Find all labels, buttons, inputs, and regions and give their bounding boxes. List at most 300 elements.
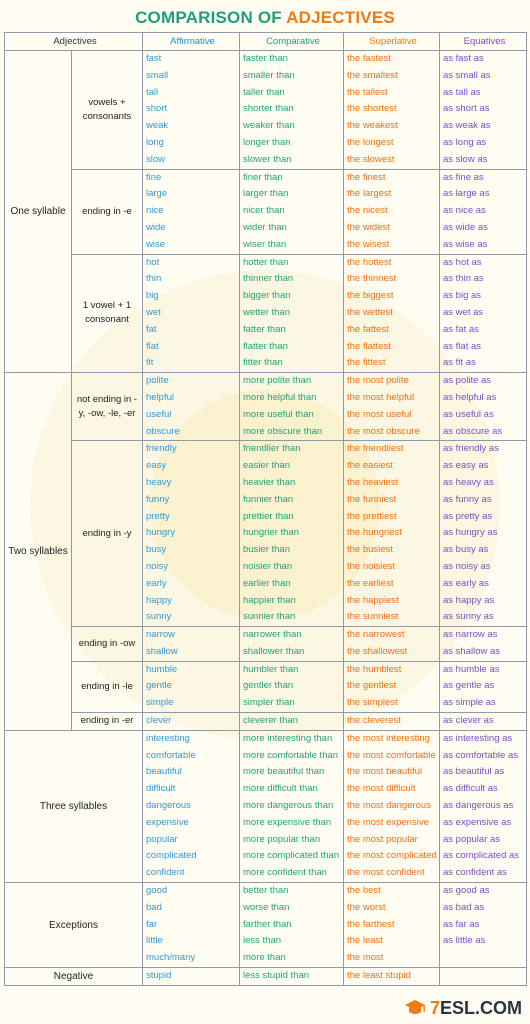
comparative-cell (240, 713, 344, 731)
equatives-word: as slow as (443, 153, 488, 165)
equatives-word: as flat as (443, 340, 482, 352)
table-row (5, 968, 527, 986)
affirmative-word: funny (146, 493, 170, 505)
table-row (5, 169, 527, 254)
affirmative-cell (143, 883, 240, 968)
header-affirmative: Affirmative (143, 33, 240, 51)
affirmative-cell (143, 51, 240, 170)
superlative-word: the least stupid (347, 970, 411, 982)
superlative-word: the cleverest (347, 715, 401, 727)
comparative-word: easier than (243, 460, 291, 472)
superlative-word: the most dangerous (347, 800, 431, 812)
equatives-word: as narrow as (443, 629, 498, 641)
superlative-word: the most useful (347, 408, 412, 420)
comparative-word: noisier than (243, 560, 293, 572)
equatives-word: as popular as (443, 833, 501, 845)
superlative-cell (344, 713, 440, 731)
category-cell: Three syllables (5, 730, 143, 882)
subcategory-cell: 1 vowel + 1 consonant (72, 254, 143, 373)
comparative-word: more comfortable than (243, 749, 339, 761)
superlative-word: the fattest (347, 323, 389, 335)
comparative-cell (240, 373, 344, 441)
header-adjectives: Adjectives (5, 33, 143, 51)
superlative-word: the worst (347, 901, 386, 913)
affirmative-word: wise (146, 238, 166, 250)
equatives-cell (440, 730, 527, 882)
comparative-word: gentler than (243, 680, 294, 692)
superlative-cell (344, 730, 440, 882)
comparative-word: taller than (243, 86, 285, 98)
equatives-cell (440, 883, 527, 968)
equatives-word: as humble as (443, 663, 500, 675)
superlative-word: the gentlest (347, 680, 397, 692)
equatives-cell (440, 51, 527, 170)
title-part-1: COMPARISON OF (135, 8, 287, 27)
comparative-word: more polite than (243, 375, 312, 387)
comparative-word: humbler than (243, 663, 299, 675)
equatives-word: as fat as (443, 323, 479, 335)
superlative-word: the most beautiful (347, 766, 422, 778)
superlative-word: the biggest (347, 290, 394, 302)
equatives-word: as easy as (443, 460, 489, 472)
comparative-word: less than (243, 935, 282, 947)
comparative-word: wider than (243, 221, 287, 233)
superlative-word: the hottest (347, 256, 392, 268)
affirmative-word: fast (146, 53, 162, 64)
table-body (5, 51, 527, 986)
superlative-word: the flattest (347, 340, 391, 352)
equatives-word: as weak as (443, 120, 491, 132)
equatives-word: as clever as (443, 715, 494, 727)
comparative-cell (240, 51, 344, 170)
superlative-word: the noisiest (347, 560, 396, 572)
equatives-cell (440, 968, 527, 986)
superlative-word: the farthest (347, 918, 395, 930)
equatives-word: as simple as (443, 697, 496, 709)
affirmative-word: fine (146, 171, 162, 183)
equatives-cell (440, 169, 527, 254)
comparative-word: finer than (243, 171, 283, 183)
comparative-word: more complicated than (243, 850, 340, 862)
affirmative-word: large (146, 188, 168, 200)
subcategory-cell: ending in -e (72, 169, 143, 254)
subcategory-cell: ending in -er (72, 713, 143, 731)
equatives-word: as bad as (443, 901, 485, 913)
affirmative-word: nice (146, 205, 164, 217)
comparative-word: more interesting than (243, 732, 333, 744)
affirmative-word: narrow (146, 629, 176, 641)
superlative-word: the least (347, 935, 383, 947)
comparative-cell (240, 968, 344, 986)
affirmative-word: beautiful (146, 766, 182, 778)
affirmative-word: wet (146, 306, 161, 318)
affirmative-word: good (146, 885, 168, 897)
table-row (5, 441, 527, 627)
header-comparative: Comparative (240, 33, 344, 51)
equatives-word: as fast as (443, 53, 484, 64)
superlative-word: the easiest (347, 460, 393, 472)
logo-mark: 7 (429, 997, 440, 1018)
comparative-word: hotter than (243, 256, 289, 268)
category-cell: Negative (5, 968, 143, 986)
comparative-word: better than (243, 885, 289, 897)
table-row (5, 373, 527, 441)
affirmative-word: complicated (146, 850, 197, 862)
affirmative-word: much/many (146, 952, 196, 964)
comparative-word: larger than (243, 188, 289, 200)
affirmative-word: dangerous (146, 800, 191, 812)
superlative-word: the prettiest (347, 510, 397, 522)
equatives-word: as busy as (443, 544, 489, 556)
equatives-word: as heavy as (443, 476, 494, 488)
superlative-cell (344, 51, 440, 170)
comparative-word: thinner than (243, 273, 294, 285)
superlative-word: the hungriest (347, 527, 402, 539)
comparative-word: wetter than (243, 306, 290, 318)
superlative-cell (344, 883, 440, 968)
affirmative-word: polite (146, 375, 169, 387)
comparative-word: farther than (243, 918, 292, 930)
comparative-word: slower than (243, 153, 292, 165)
equatives-word: as far as (443, 918, 480, 930)
affirmative-word: hot (146, 256, 160, 268)
subcategory-cell: vowels + consonants (72, 51, 143, 170)
equatives-word: as gentle as (443, 680, 495, 692)
affirmative-word: heavy (146, 476, 172, 488)
comparative-word: busier than (243, 544, 291, 556)
affirmative-word: comfortable (146, 749, 196, 761)
comparative-word: less stupid than (243, 970, 310, 982)
comparative-word: more difficult than (243, 783, 318, 795)
affirmative-word: gentle (146, 680, 172, 692)
comparative-word: earlier than (243, 577, 291, 589)
superlative-word: the most (347, 952, 384, 964)
affirmative-word: fat (146, 323, 157, 335)
equatives-word: as small as (443, 69, 491, 81)
comparative-word: more useful than (243, 408, 314, 420)
affirmative-word: noisy (146, 560, 169, 572)
affirmative-word: friendly (146, 443, 177, 455)
comparative-word: more beautiful than (243, 766, 325, 778)
comparative-word: faster than (243, 53, 288, 64)
comparative-cell (240, 254, 344, 373)
superlative-word: the most obscure (347, 425, 420, 437)
affirmative-word: sunny (146, 611, 172, 623)
equatives-cell (440, 713, 527, 731)
affirmative-word: confident (146, 867, 185, 879)
affirmative-word: easy (146, 460, 167, 472)
affirmative-word: slow (146, 153, 166, 165)
comparative-word: more expensive than (243, 816, 332, 828)
subcategory-cell: not ending in -y, -ow, -le, -er (72, 373, 143, 441)
superlative-word: the most difficult (347, 783, 416, 795)
table-row (5, 730, 527, 882)
affirmative-cell (143, 661, 240, 712)
comparative-word: flatter than (243, 340, 288, 352)
equatives-word: as wide as (443, 221, 488, 233)
superlative-word: the wettest (347, 306, 393, 318)
affirmative-word: flat (146, 340, 159, 352)
superlative-word: the nicest (347, 205, 388, 217)
superlative-word: the wisest (347, 238, 390, 250)
equatives-word: as fit as (443, 357, 476, 369)
superlative-word: the shortest (347, 103, 397, 115)
affirmative-word: weak (146, 120, 169, 132)
affirmative-word: expensive (146, 816, 189, 828)
affirmative-cell (143, 254, 240, 373)
superlative-word: the friendliest (347, 443, 404, 455)
comparative-word: more dangerous than (243, 800, 334, 812)
affirmative-word: thin (146, 273, 162, 285)
equatives-word: as comfortable as (443, 749, 518, 761)
affirmative-word: obscure (146, 425, 180, 437)
comparative-word: more confident than (243, 867, 327, 879)
superlative-word: the happiest (347, 594, 399, 606)
comparative-word: fitter than (243, 357, 283, 369)
comparative-word: smaller than (243, 69, 295, 81)
logo-text: ESL.COM (439, 997, 522, 1018)
equatives-word: as fine as (443, 171, 484, 183)
equatives-word: as hungry as (443, 527, 498, 539)
affirmative-word: hungry (146, 527, 176, 539)
equatives-word: as big as (443, 290, 482, 302)
affirmative-word: interesting (146, 732, 190, 744)
comparative-word: narrower than (243, 629, 302, 641)
affirmative-cell (143, 373, 240, 441)
comparative-word: more obscure than (243, 425, 323, 437)
superlative-word: the earliest (347, 577, 394, 589)
affirmative-word: early (146, 577, 167, 589)
comparative-word: friendlier than (243, 443, 301, 455)
equatives-word: as early as (443, 577, 489, 589)
table-header-row (5, 33, 527, 51)
superlative-word: the most expensive (347, 816, 429, 828)
superlative-word: the tallest (347, 86, 388, 98)
comparative-word: cleverer than (243, 715, 298, 727)
affirmative-word: fit (146, 357, 154, 369)
affirmative-word: shallow (146, 645, 178, 657)
superlative-cell (344, 441, 440, 627)
comparative-word: bigger than (243, 290, 291, 302)
superlative-word: the funniest (347, 493, 397, 505)
table-row (5, 661, 527, 712)
superlative-word: the finest (347, 171, 386, 183)
equatives-word: as helpful as (443, 391, 497, 403)
equatives-word: as friendly as (443, 443, 499, 455)
category-cell: Exceptions (5, 883, 143, 968)
superlative-word: the narrowest (347, 629, 405, 641)
equatives-word: as beautiful as (443, 766, 505, 778)
affirmative-word: pretty (146, 510, 170, 522)
affirmative-word: tall (146, 86, 159, 98)
superlative-word: the slowest (347, 153, 395, 165)
affirmative-word: humble (146, 663, 178, 675)
subcategory-cell: ending in -le (72, 661, 143, 712)
adjectives-table (4, 32, 527, 986)
superlative-word: the best (347, 885, 381, 897)
affirmative-cell (143, 441, 240, 627)
affirmative-cell (143, 713, 240, 731)
equatives-word: as pretty as (443, 510, 493, 522)
affirmative-word: happy (146, 594, 172, 606)
superlative-cell (344, 169, 440, 254)
affirmative-cell (143, 169, 240, 254)
comparative-word: more than (243, 952, 286, 964)
equatives-word: as dangerous as (443, 800, 514, 812)
superlative-cell (344, 968, 440, 986)
affirmative-word: long (146, 136, 164, 148)
page-title (0, 8, 530, 28)
affirmative-word: far (146, 918, 158, 930)
superlative-cell (344, 627, 440, 662)
superlative-word: the humblest (347, 663, 402, 675)
superlative-word: the most polite (347, 375, 409, 387)
category-cell: One syllable (5, 51, 72, 373)
equatives-word: as difficult as (443, 783, 498, 795)
category-cell: Two syllables (5, 373, 72, 731)
equatives-word: as useful as (443, 408, 494, 420)
superlative-word: the most comfortable (347, 749, 436, 761)
equatives-word: as noisy as (443, 560, 491, 572)
superlative-word: the most complicated (347, 850, 437, 862)
comparative-word: simpler than (243, 697, 295, 709)
header-equatives: Equatives (440, 33, 527, 51)
equatives-cell (440, 441, 527, 627)
esl-logo (404, 996, 522, 1020)
comparative-word: sunnier than (243, 611, 296, 623)
equatives-word: as expensive as (443, 816, 512, 828)
superlative-cell (344, 373, 440, 441)
comparative-word: weaker than (243, 120, 295, 132)
comparative-cell (240, 627, 344, 662)
comparative-word: nicer than (243, 205, 285, 217)
superlative-word: the simplest (347, 697, 398, 709)
comparative-cell (240, 661, 344, 712)
equatives-word: as little as (443, 935, 486, 947)
affirmative-word: clever (146, 715, 172, 727)
affirmative-cell (143, 627, 240, 662)
equatives-cell (440, 373, 527, 441)
comparative-word: longer than (243, 136, 291, 148)
graduation-cap-icon (404, 999, 426, 1017)
equatives-word: as polite as (443, 375, 492, 387)
comparative-cell (240, 169, 344, 254)
comparative-cell (240, 883, 344, 968)
affirmative-word: big (146, 290, 159, 302)
header-superlative: Superlative (344, 33, 440, 51)
comparative-word: shallower than (243, 645, 305, 657)
superlative-word: the busiest (347, 544, 393, 556)
affirmative-word: useful (146, 408, 172, 420)
comparative-cell (240, 441, 344, 627)
superlative-word: the most popular (347, 833, 418, 845)
comparative-word: hungrier than (243, 527, 299, 539)
affirmative-word: short (146, 103, 168, 115)
comparative-word: worse than (243, 901, 290, 913)
equatives-word: as wet as (443, 306, 484, 318)
superlative-word: the heaviest (347, 476, 399, 488)
comparative-word: funnier than (243, 493, 294, 505)
comparative-cell (240, 730, 344, 882)
equatives-word: as nice as (443, 205, 486, 217)
comparative-word: more helpful than (243, 391, 317, 403)
superlative-word: the most interesting (347, 732, 430, 744)
comparative-word: heavier than (243, 476, 296, 488)
equatives-word: as wise as (443, 238, 488, 250)
superlative-word: the weakest (347, 120, 398, 132)
equatives-word: as shallow as (443, 645, 501, 657)
affirmative-word: difficult (146, 783, 176, 795)
superlative-word: the sunniest (347, 611, 399, 623)
table-row (5, 883, 527, 968)
equatives-word: as tall as (443, 86, 481, 98)
equatives-word: as confident as (443, 867, 507, 879)
equatives-word: as large as (443, 188, 490, 200)
superlative-word: the most confident (347, 867, 425, 879)
title-part-2: ADJECTIVES (286, 8, 395, 27)
superlative-word: the fastest (347, 53, 391, 64)
comparative-word: wiser than (243, 238, 287, 250)
equatives-word: as happy as (443, 594, 495, 606)
affirmative-cell (143, 968, 240, 986)
table-row (5, 627, 527, 662)
superlative-word: the widest (347, 221, 390, 233)
equatives-word: as good as (443, 885, 490, 897)
affirmative-word: small (146, 69, 169, 81)
equatives-word: as hot as (443, 256, 482, 268)
affirmative-word: stupid (146, 970, 172, 982)
superlative-word: the largest (347, 188, 392, 200)
superlative-word: the longest (347, 136, 394, 148)
equatives-cell (440, 627, 527, 662)
superlative-word: the most helpful (347, 391, 415, 403)
comparative-word: more popular than (243, 833, 321, 845)
equatives-cell (440, 661, 527, 712)
equatives-word: as sunny as (443, 611, 494, 623)
superlative-cell (344, 254, 440, 373)
affirmative-word: bad (146, 901, 162, 913)
affirmative-cell (143, 730, 240, 882)
equatives-cell (440, 254, 527, 373)
comparative-word: fatter than (243, 323, 286, 335)
affirmative-word: simple (146, 697, 174, 709)
equatives-word: as obscure as (443, 425, 503, 437)
affirmative-word: busy (146, 544, 167, 556)
subcategory-cell: ending in -y (72, 441, 143, 627)
comparative-word: shorter than (243, 103, 294, 115)
superlative-word: the fittest (347, 357, 386, 369)
table-row (5, 51, 527, 170)
equatives-word: as thin as (443, 273, 484, 285)
affirmative-word: wide (146, 221, 166, 233)
table-row (5, 713, 527, 731)
table-row (5, 254, 527, 373)
comparative-word: prettier than (243, 510, 294, 522)
superlative-word: the thinnest (347, 273, 397, 285)
superlative-word: the smallest (347, 69, 398, 81)
affirmative-word: popular (146, 833, 178, 845)
equatives-word: as interesting as (443, 732, 513, 744)
affirmative-word: little (146, 935, 163, 947)
subcategory-cell: ending in -ow (72, 627, 143, 662)
affirmative-word: helpful (146, 391, 174, 403)
superlative-cell (344, 661, 440, 712)
equatives-word: as long as (443, 136, 487, 148)
equatives-word: as funny as (443, 493, 492, 505)
superlative-word: the shallowest (347, 645, 408, 657)
comparative-word: happier than (243, 594, 296, 606)
equatives-word: as complicated as (443, 850, 520, 862)
